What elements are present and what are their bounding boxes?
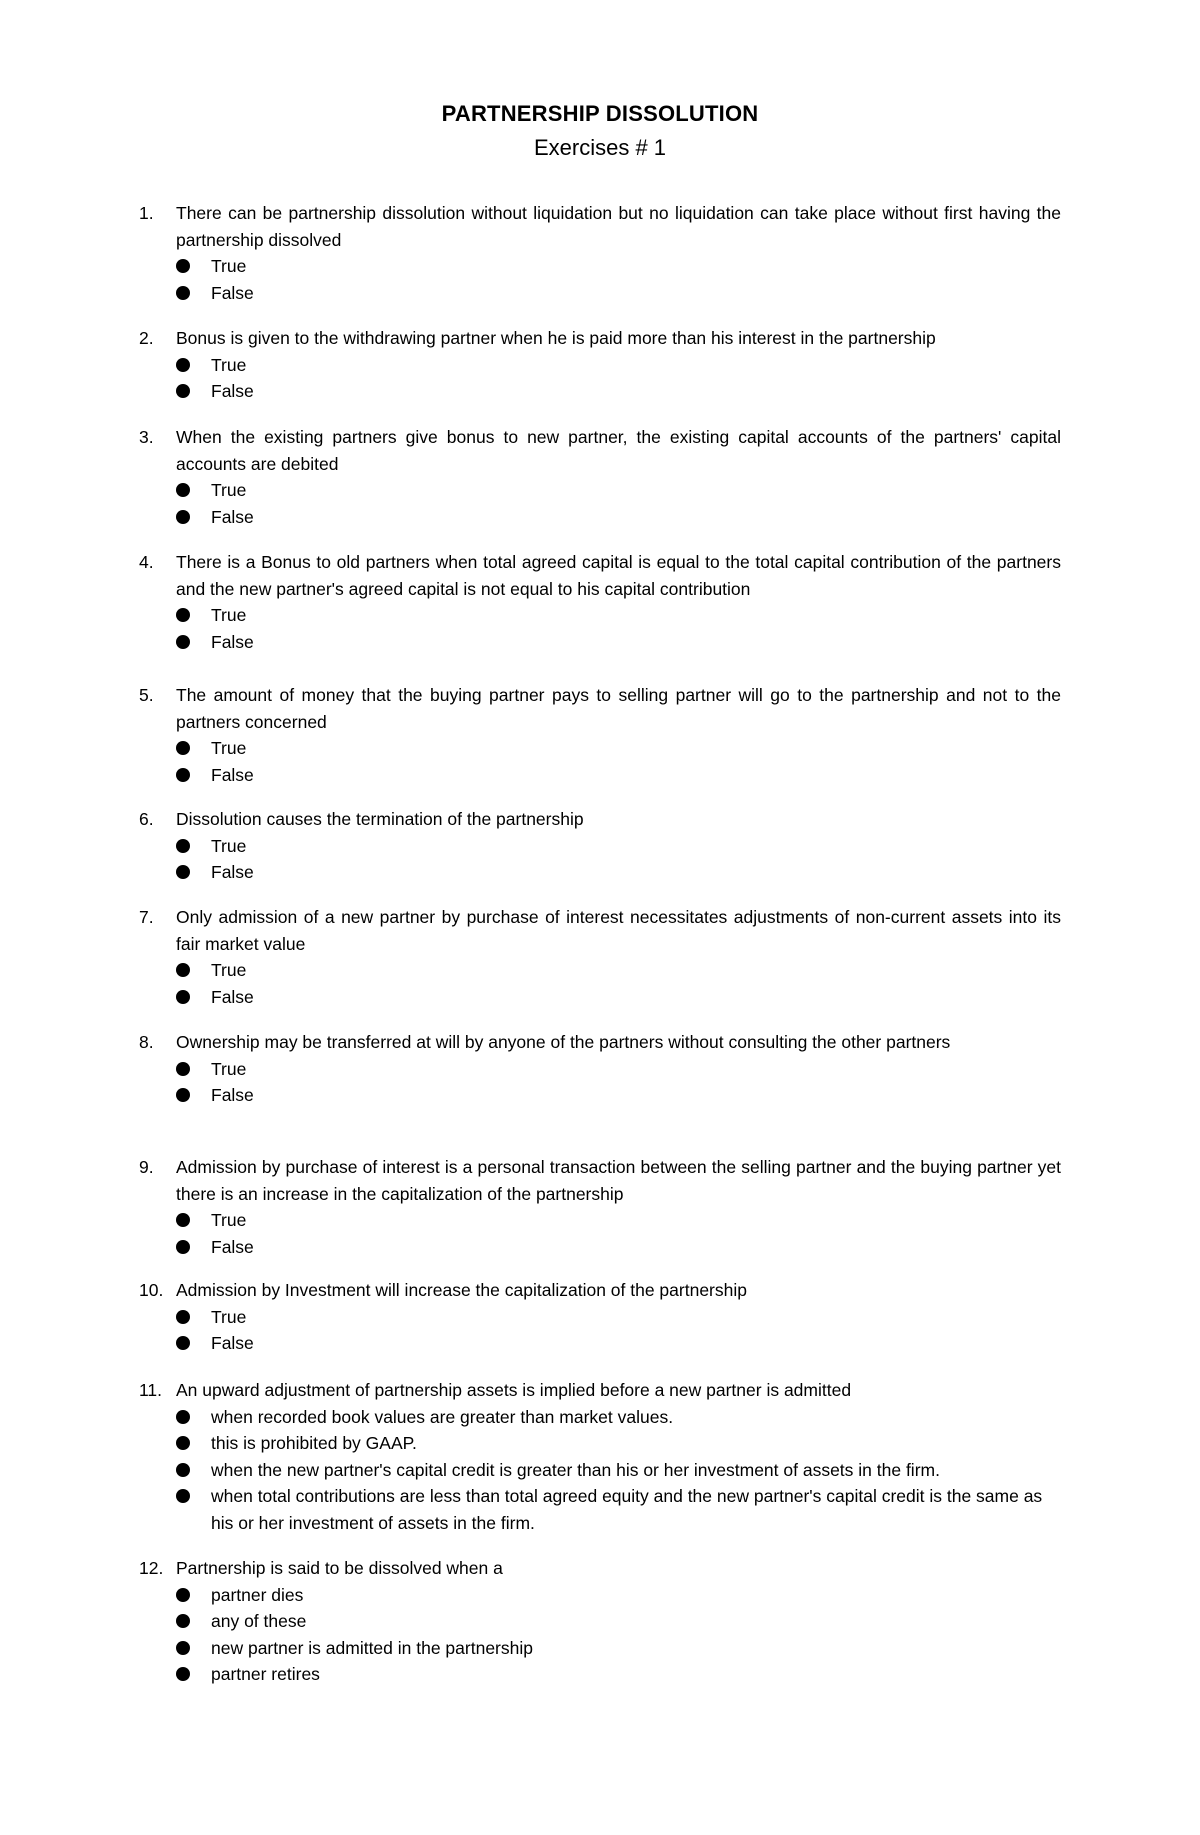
bullet-icon <box>176 358 190 372</box>
answer-option-label: False <box>211 1085 254 1105</box>
question-number: 1. <box>139 203 154 223</box>
question-text: When the existing partners give bonus to new partner, the existing capital accounts of the partners' capital accounts are debited <box>176 427 1061 474</box>
question-text: Only admission of a new partner by purchase of interest necessitates adjustments of non-current assets into its fair market value <box>176 907 1061 954</box>
answer-option <box>176 1234 1061 1261</box>
answer-option-label: True <box>211 738 247 758</box>
question-text: There is a Bonus to old partners when total agreed capital is equal to the total capital contribution of the partners and the new partner's agreed capital is not equal to his capital contribution <box>176 552 1061 599</box>
bullet-icon <box>176 1088 190 1102</box>
bullet-icon <box>176 865 190 879</box>
answer-option <box>176 762 1061 789</box>
answer-option <box>176 602 1061 629</box>
answer-option <box>176 1056 1061 1083</box>
answer-option <box>176 1483 1061 1536</box>
question-number: 9. <box>139 1157 154 1177</box>
bullet-icon <box>176 1489 190 1503</box>
answer-option <box>176 984 1061 1011</box>
bullet-icon <box>176 259 190 273</box>
bullet-icon <box>176 741 190 755</box>
question-item <box>139 1377 1061 1536</box>
question-number: 5. <box>139 685 154 705</box>
question-item <box>139 424 1061 530</box>
bullet-icon <box>176 483 190 497</box>
question-number: 6. <box>139 809 154 829</box>
bullet-icon <box>176 1336 190 1350</box>
answer-option-label: True <box>211 605 247 625</box>
answer-option <box>176 504 1061 531</box>
bullet-icon <box>176 384 190 398</box>
question-text: Admission by Investment will increase the capitalization of the partnership <box>176 1280 747 1300</box>
question-text: Dissolution causes the termination of the partnership <box>176 809 584 829</box>
answer-options <box>176 1056 1061 1109</box>
bullet-icon <box>176 635 190 649</box>
answer-option-label: True <box>211 480 247 500</box>
question-item <box>139 904 1061 1010</box>
question-number: 10. <box>139 1280 164 1300</box>
bullet-icon <box>176 1463 190 1477</box>
answer-option <box>176 253 1061 280</box>
answer-option <box>176 1457 1061 1484</box>
answer-option <box>176 280 1061 307</box>
answer-option <box>176 1608 1061 1635</box>
bullet-icon <box>176 1410 190 1424</box>
bullet-icon <box>176 608 190 622</box>
question-number: 12. <box>139 1558 164 1578</box>
question-text: There can be partnership dissolution without liquidation but no liquidation can take place without first having the partnership dissolved <box>176 203 1061 250</box>
question-text: Admission by purchase of interest is a personal transaction between the selling partner and the buying partner yet there is an increase in the capitalization of the partnership <box>176 1157 1061 1204</box>
answer-option-label: False <box>211 381 254 401</box>
answer-options <box>176 602 1061 655</box>
answer-option <box>176 352 1061 379</box>
answer-option-label: False <box>211 986 254 1007</box>
question-text: The amount of money that the buying partner pays to selling partner will go to the partnership and not to the partners concerned <box>176 685 1061 732</box>
bullet-icon <box>176 1614 190 1628</box>
answer-option-label: False <box>211 631 254 652</box>
answer-option <box>176 859 1061 886</box>
answer-option <box>176 1082 1061 1109</box>
answer-option <box>176 957 1061 984</box>
answer-option-label: True <box>211 354 247 375</box>
answer-option-label: False <box>211 764 254 785</box>
answer-option-label: False <box>211 1333 254 1353</box>
bullet-icon <box>176 286 190 300</box>
answer-option <box>176 1582 1061 1609</box>
answer-option-label: partner retires <box>211 1664 320 1684</box>
answer-option-label: True <box>211 1058 247 1079</box>
answer-option-label: when the new partner's capital credit is greater than his or her investment of assets in the firm. <box>211 1459 940 1480</box>
answer-option-label: True <box>211 1210 247 1230</box>
answer-option <box>176 477 1061 504</box>
question-text: Bonus is given to the withdrawing partner when he is paid more than his interest in the partnership <box>176 328 936 348</box>
question-item <box>139 1555 1061 1688</box>
bullet-icon <box>176 1062 190 1076</box>
answer-option-label: new partner is admitted in the partnership <box>211 1637 533 1658</box>
answer-option <box>176 735 1061 762</box>
answer-option <box>176 629 1061 656</box>
bullet-icon <box>176 768 190 782</box>
answer-options <box>176 477 1061 530</box>
answer-options <box>176 957 1061 1010</box>
answer-option-label: True <box>211 960 247 980</box>
question-number: 8. <box>139 1032 154 1052</box>
answer-option-label: False <box>211 862 254 882</box>
bullet-icon <box>176 1641 190 1655</box>
document-subtitle: Exercises # 1 <box>533 135 667 160</box>
bullet-icon <box>176 1436 190 1450</box>
answer-options <box>176 1304 1061 1357</box>
answer-option-label: False <box>211 506 254 527</box>
answer-option <box>176 1430 1061 1457</box>
bullet-icon <box>176 963 190 977</box>
answer-option-label: this is prohibited by GAAP. <box>211 1433 417 1453</box>
answer-option-label: False <box>211 1236 254 1257</box>
question-item <box>139 806 1061 886</box>
answer-options <box>176 1582 1061 1688</box>
answer-option <box>176 1661 1061 1688</box>
question-item <box>139 1154 1061 1260</box>
question-item <box>139 200 1061 306</box>
answer-option <box>176 1404 1061 1431</box>
question-item <box>139 682 1061 788</box>
answer-option-label: False <box>211 282 254 303</box>
answer-options <box>176 253 1061 306</box>
answer-option-label: when total contributions are less than total agreed equity and the new partner's capital credit is the same as his or her investment of assets in the firm. <box>211 1486 1043 1533</box>
answer-option <box>176 1330 1061 1357</box>
document-title: PARTNERSHIP DISSOLUTION <box>441 101 759 126</box>
answer-options <box>176 833 1061 886</box>
answer-option <box>176 378 1061 405</box>
answer-option <box>176 1207 1061 1234</box>
bullet-icon <box>176 1310 190 1324</box>
answer-options <box>176 1404 1061 1537</box>
answer-option-label: True <box>211 256 247 276</box>
answer-option <box>176 1304 1061 1331</box>
answer-option-label: any of these <box>211 1611 307 1631</box>
answer-options <box>176 1207 1061 1260</box>
question-item <box>139 325 1061 405</box>
answer-option-label: True <box>211 835 247 856</box>
answer-option <box>176 833 1061 860</box>
answer-options <box>176 352 1061 405</box>
answer-option-label: when recorded book values are greater than market values. <box>211 1406 674 1427</box>
question-number: 11. <box>139 1380 163 1400</box>
question-text: Partnership is said to be dissolved when a <box>176 1558 503 1578</box>
question-text: An upward adjustment of partnership assets is implied before a new partner is admitted <box>176 1380 852 1400</box>
bullet-icon <box>176 839 190 853</box>
answer-option-label: partner dies <box>211 1584 304 1605</box>
question-number: 4. <box>139 552 154 572</box>
answer-options <box>176 735 1061 788</box>
question-number: 3. <box>139 427 154 447</box>
bullet-icon <box>176 1240 190 1254</box>
bullet-icon <box>176 510 190 524</box>
bullet-icon <box>176 1213 190 1227</box>
bullet-icon <box>176 990 190 1004</box>
question-text: Ownership may be transferred at will by anyone of the partners without consulting the other partners <box>176 1032 951 1052</box>
bullet-icon <box>176 1588 190 1602</box>
question-number: 2. <box>139 328 154 348</box>
answer-option <box>176 1635 1061 1662</box>
question-number: 7. <box>139 907 154 927</box>
question-item <box>139 549 1061 655</box>
question-item <box>139 1277 1061 1357</box>
question-item <box>139 1029 1061 1109</box>
bullet-icon <box>176 1667 190 1681</box>
answer-option-label: True <box>211 1306 247 1327</box>
